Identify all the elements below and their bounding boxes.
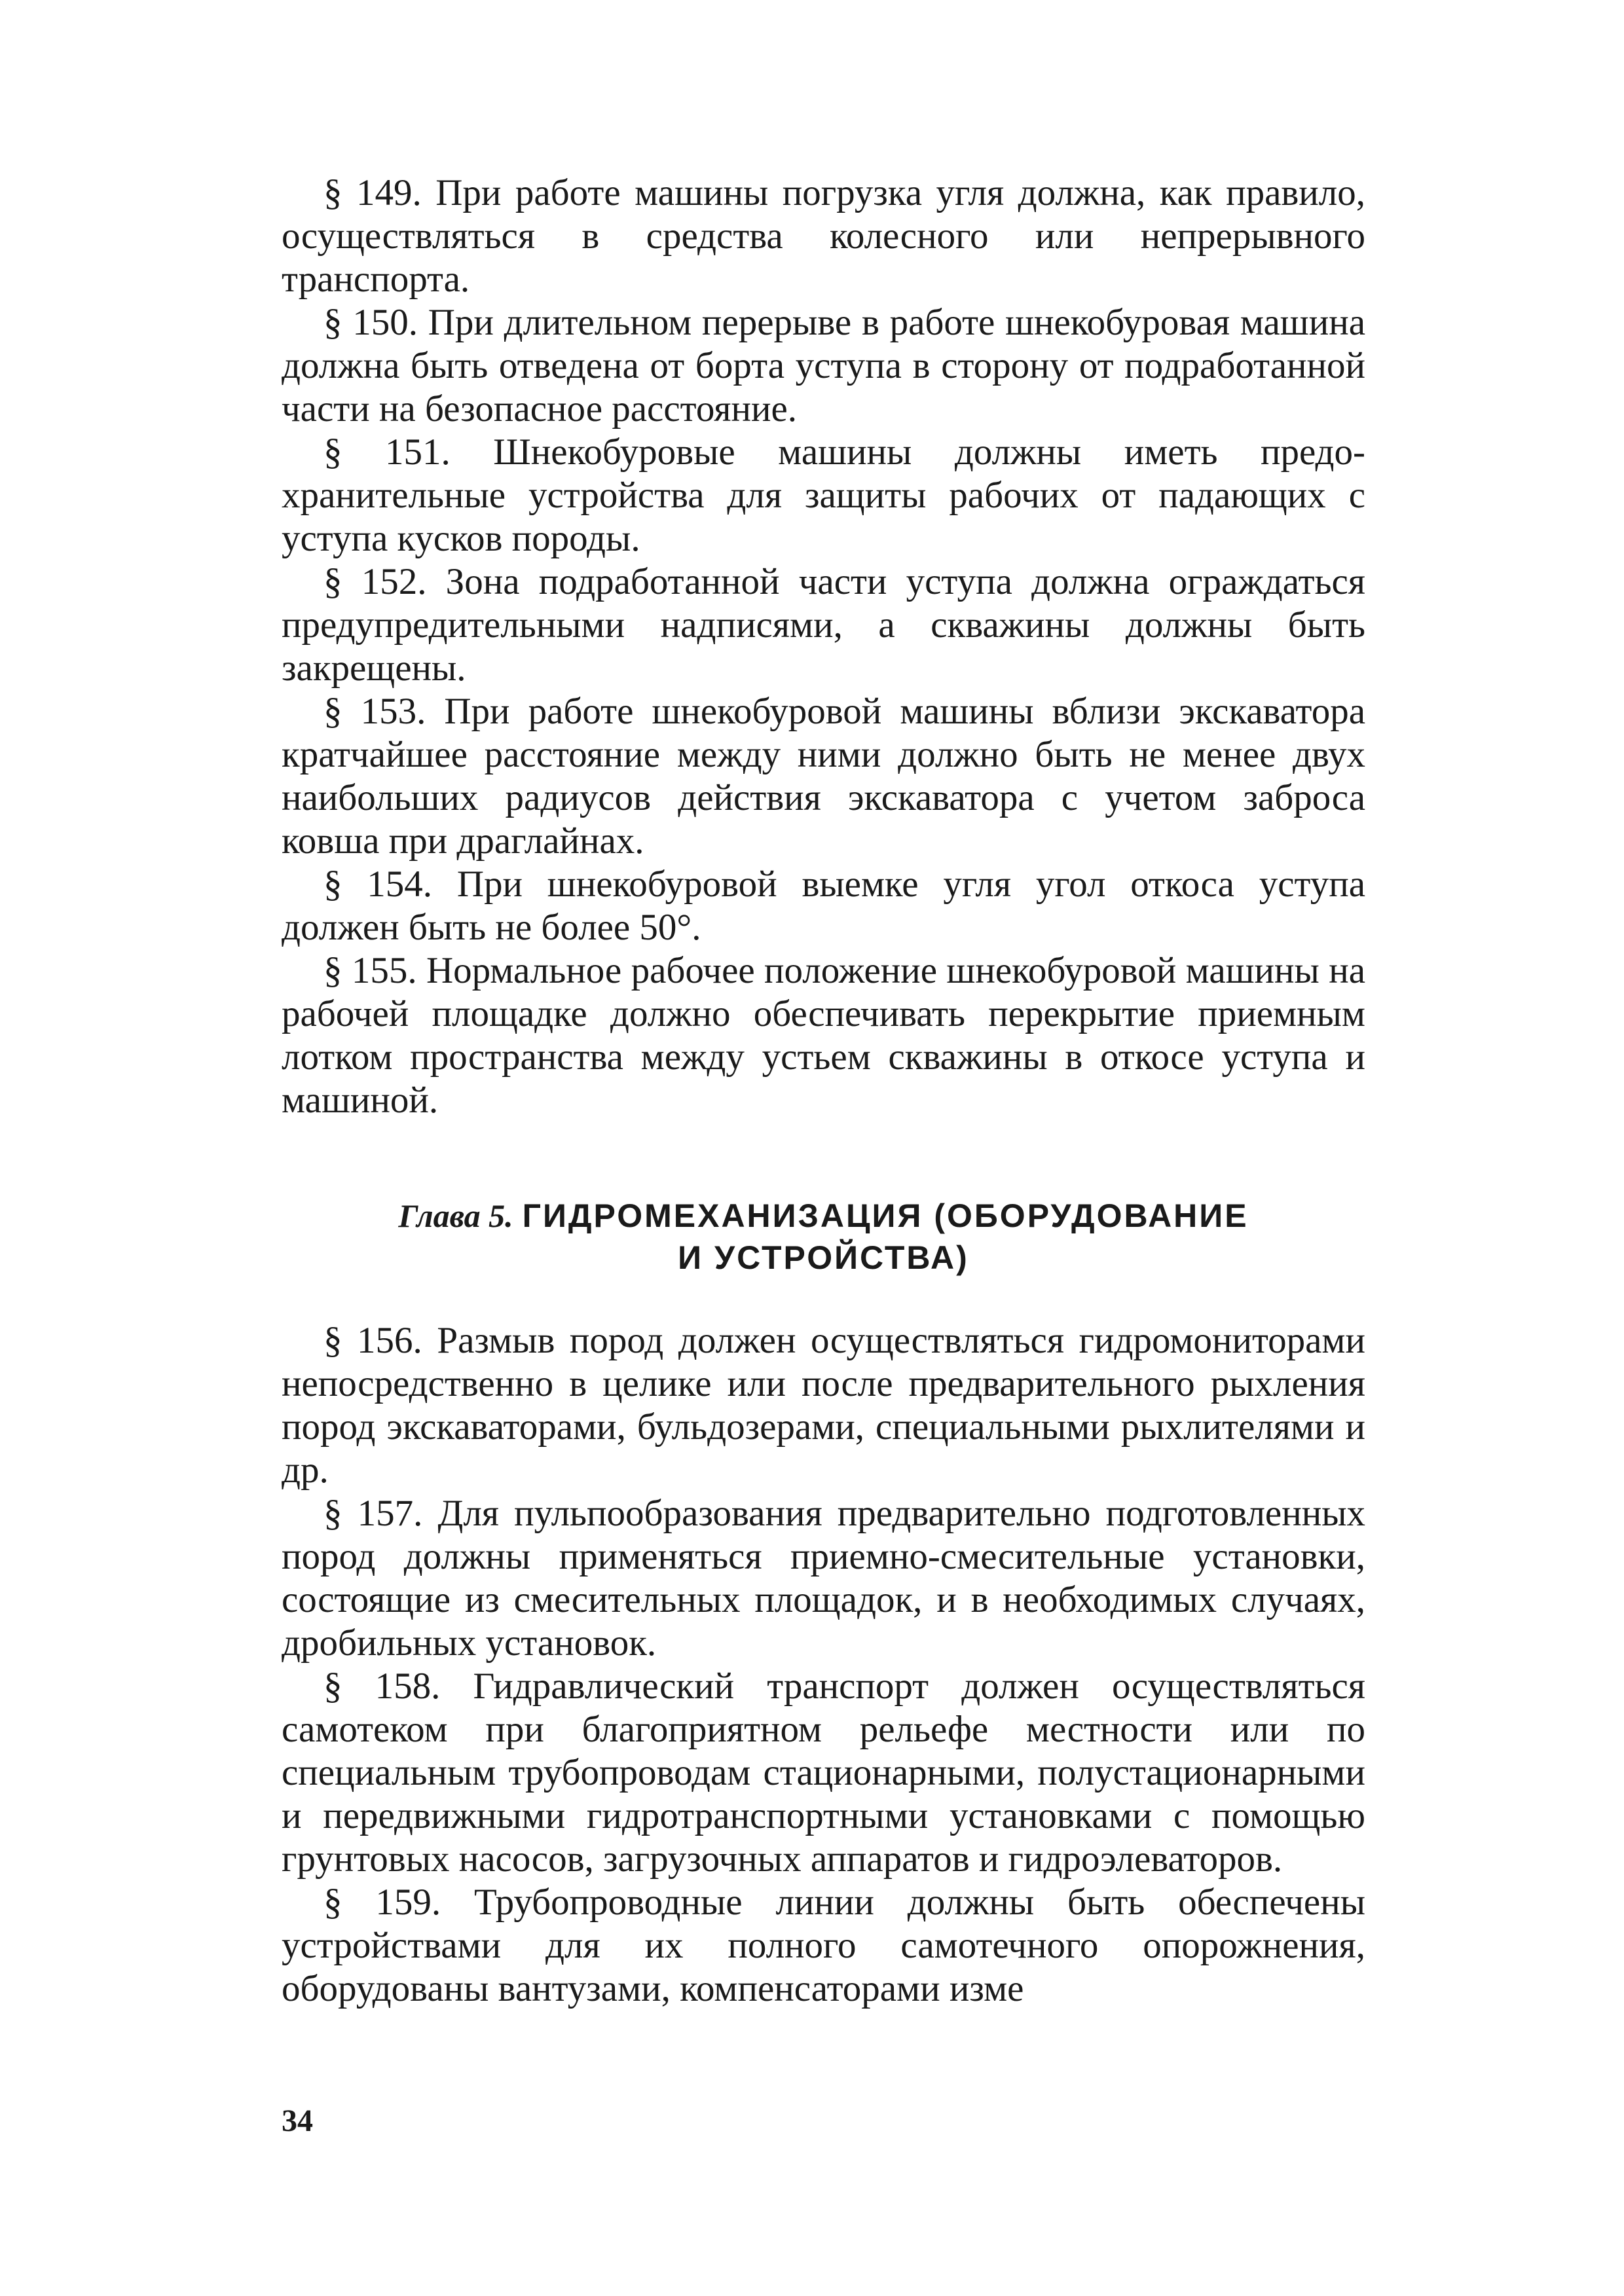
paragraph-text: Гидравлический транспорт должен осуществляться самотеком при благоприятном рельефе местности или по специальным трубопроводам стационарными, полустационарными и передвижными гидротранспортными установками с помощью грунтовых насосов, загрузочных аппаратов и гидроэлеваторов. (282, 1666, 1365, 1880)
paragraph-text: Для пульпообразования предварительно подготовленных пород должны применяться приемно-смесительные установки, состоящие из смесительных площадок, и в необходимых случаях, дробильных установок. (282, 1493, 1366, 1664)
section-number: § 149. (323, 172, 422, 213)
section-number: § 159. (323, 1882, 441, 1923)
paragraph-text: При работе машины погрузка угля должна, как правило, осуществляться в средства колесного или непрерывного транспорта. (282, 172, 1365, 300)
chapter-label: Глава 5. (398, 1197, 513, 1234)
section-number: § 155. (323, 950, 417, 991)
section-number: § 157. (323, 1493, 423, 1534)
section-number: § 156. (323, 1320, 422, 1361)
section-number: § 154. (323, 864, 433, 905)
text-block-section-4-end (282, 172, 1365, 1122)
paragraph-159 (282, 1881, 1365, 2011)
section-number: § 152. (323, 561, 427, 602)
paragraph-text: При работе шнекобуровой машины вблизи экскаватора кратчайшее расстояние между ними должно быть не менее двух наибольших радиусов действия экскаватора с учетом заброса ковша при драглайнах. (282, 691, 1366, 862)
paragraph-149 (282, 172, 1365, 301)
section-number: § 158. (323, 1666, 441, 1707)
paragraph-158 (282, 1665, 1365, 1881)
paragraph-153 (282, 690, 1365, 863)
chapter-title-line-2: И УСТРОЙСТВА) (678, 1239, 969, 1276)
paragraph-151 (282, 431, 1365, 560)
chapter-heading (282, 1195, 1365, 1279)
chapter-title-line-1: ГИДРОМЕХАНИЗАЦИЯ (ОБОРУДОВАНИЕ (522, 1197, 1249, 1234)
page-number: 34 (282, 2104, 313, 2138)
paragraph-text: При длительном перерыве в работе шнекобуровая машина должна быть отведена от борта уступа в сторону от подработанной части на безопасное расстояние. (282, 302, 1365, 429)
paragraph-156 (282, 1319, 1365, 1492)
section-number: § 153. (323, 691, 426, 732)
section-number: § 150. (323, 302, 418, 343)
paragraph-text: Шнекобуровые машины должны иметь предохранительные устройства для защиты рабочих от падающих с уступа кусков породы. (282, 431, 1366, 559)
paragraph-text: При шнекобуровой выемке угля угол откоса уступа должен быть не более 50°. (282, 864, 1365, 948)
paragraph-text: Трубопроводные линии должны быть обеспечены устройствами для их полного самотечного опорожнения, оборудованы вантузами, компенсаторами изме (282, 1882, 1365, 2009)
paragraph-text: Нормальное рабочее положение шнекобуровой машины на рабочей площадке должно обеспечивать перекрытие приемным лотком пространства между устьем скважины в откосе уступа и машиной. (282, 950, 1366, 1121)
paragraph-155 (282, 949, 1365, 1122)
chapter-heading-line-1 (282, 1195, 1365, 1237)
paragraph-152 (282, 560, 1365, 690)
paragraph-157 (282, 1492, 1365, 1665)
paragraph-154 (282, 863, 1365, 949)
text-block-chapter-5 (282, 1319, 1365, 2011)
paragraph-150 (282, 301, 1365, 431)
section-number: § 151. (323, 431, 451, 473)
paragraph-text: Размыв пород должен осуществляться гидромониторами непосредственно в целике или после предварительного рыхления пород экскаваторами, бульдозерами, специальными рыхлителями и др. (282, 1320, 1366, 1491)
paragraph-text: Зона подработанной части уступа должна ограждаться предупредительными надписями, а скважины должны быть закрещены. (282, 561, 1365, 689)
